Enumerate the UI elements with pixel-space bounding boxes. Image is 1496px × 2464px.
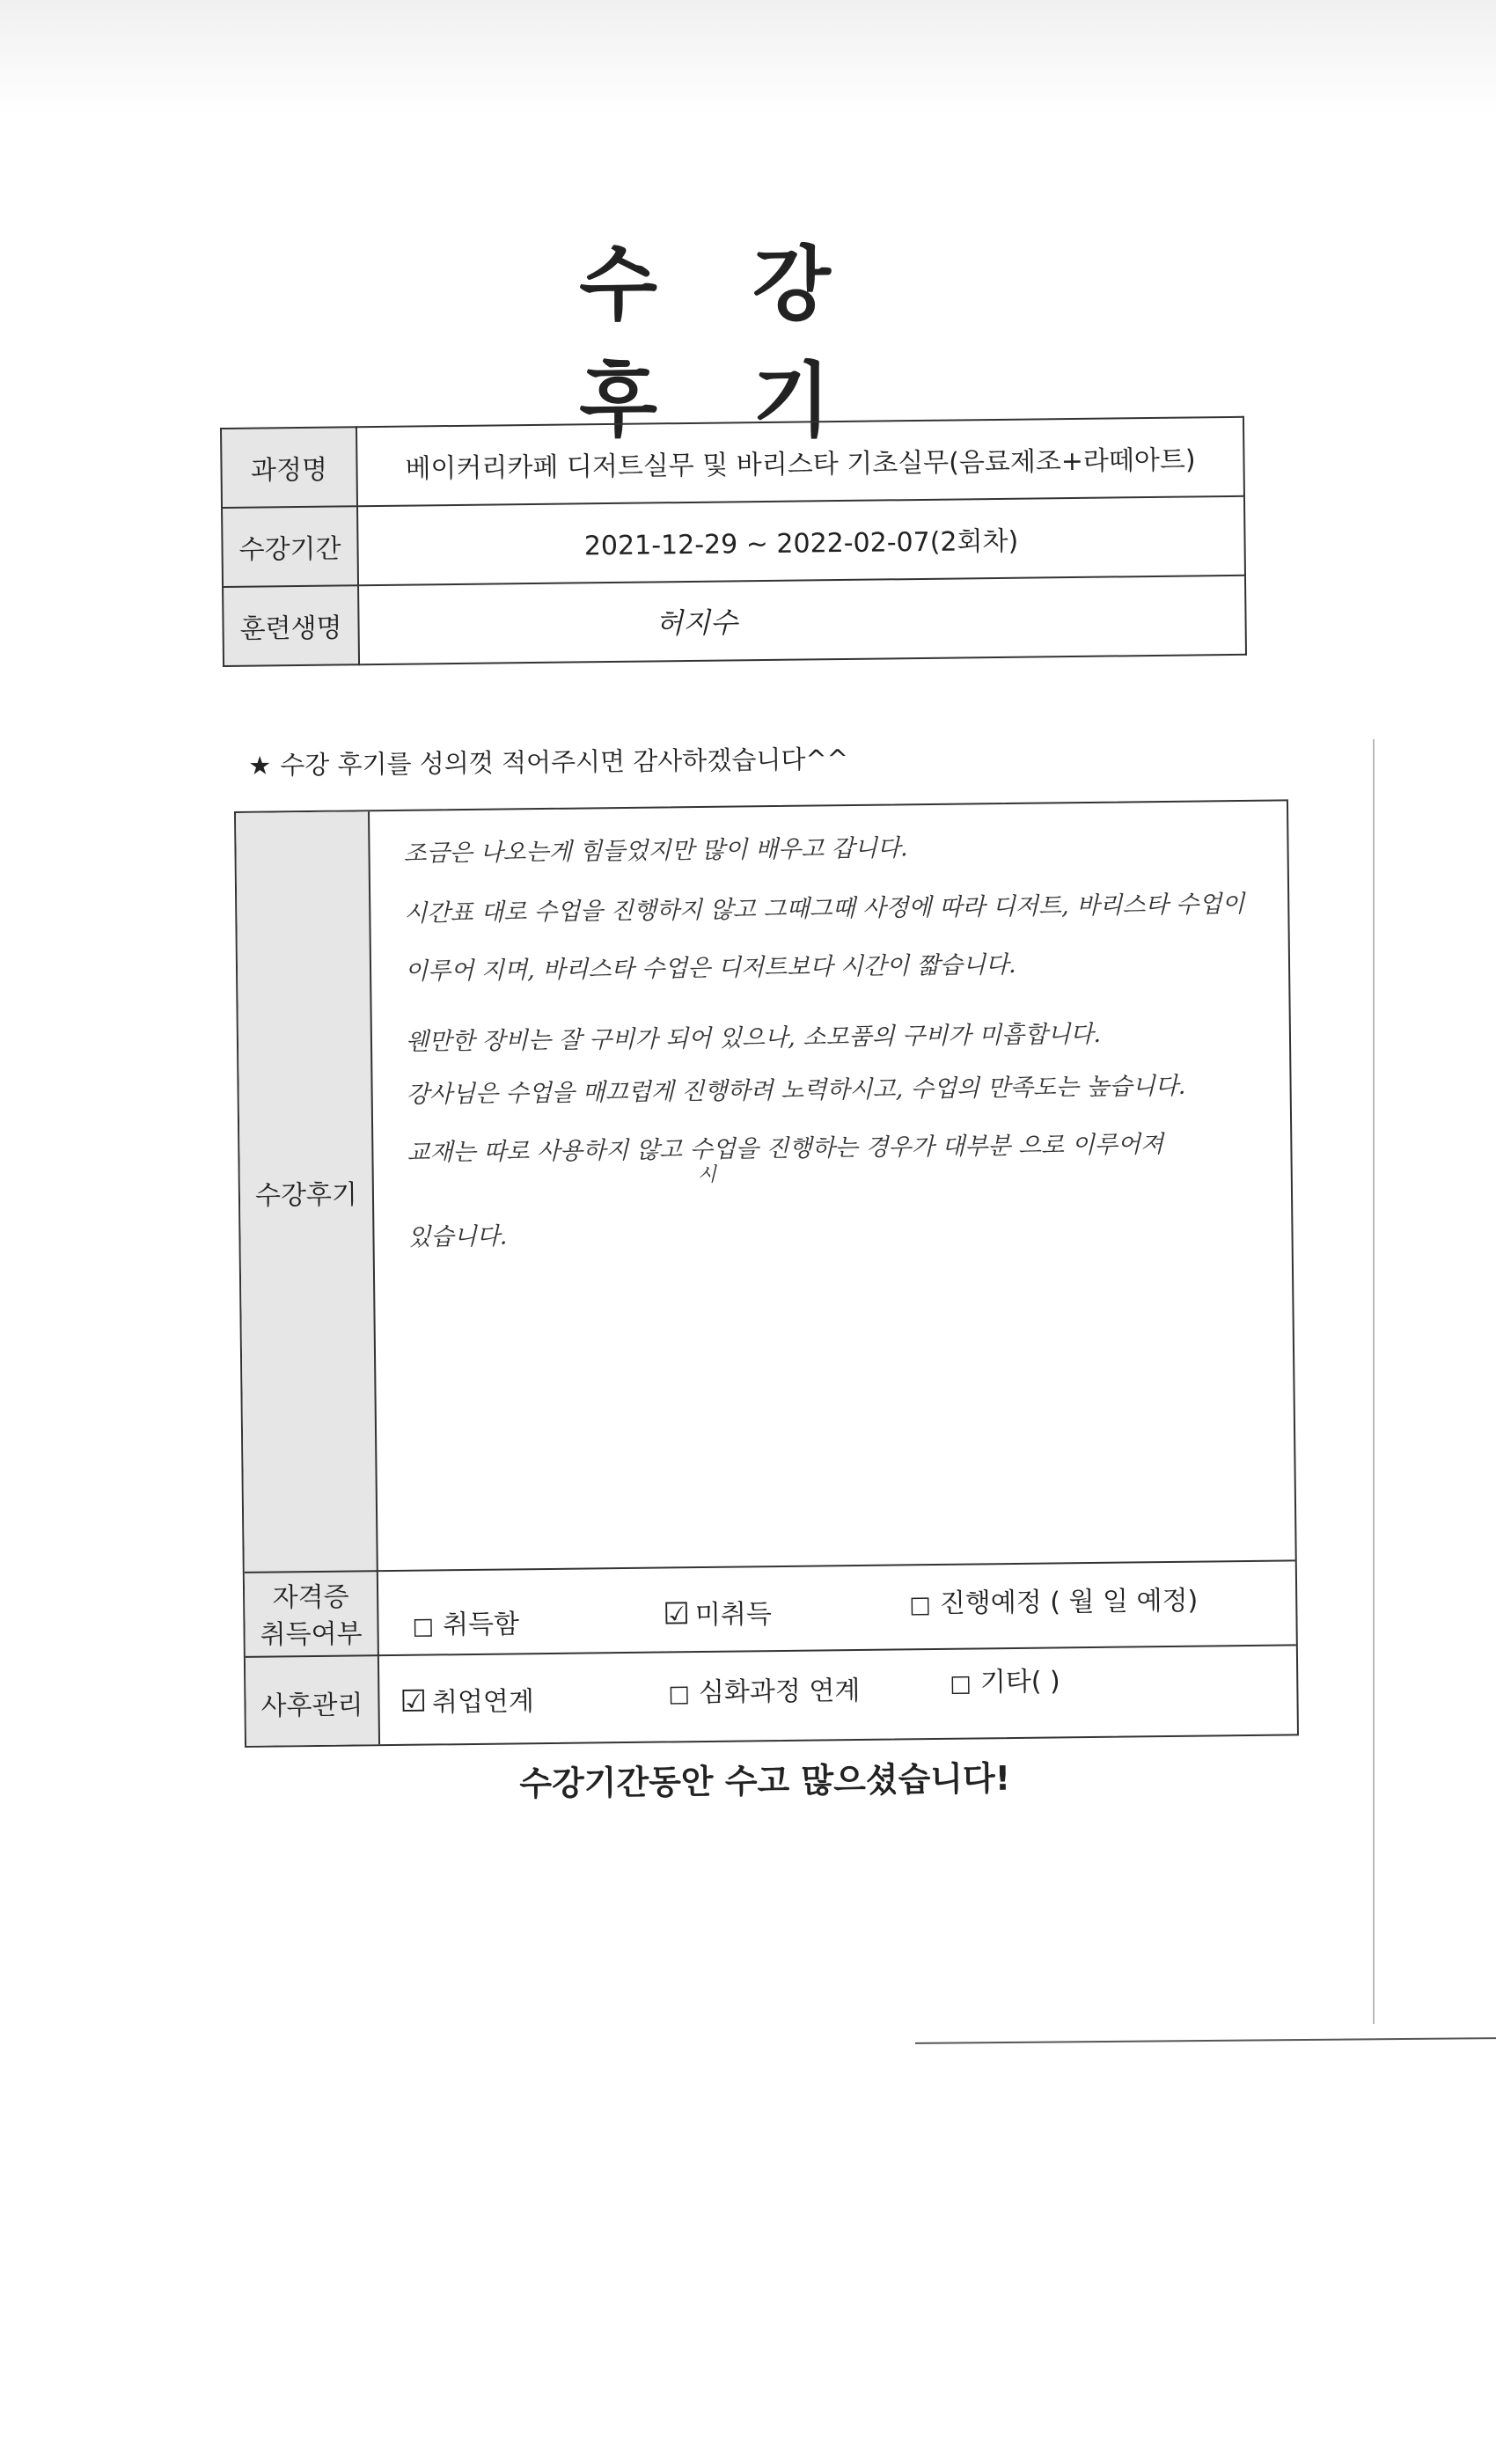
certificate-option-label: 진행예정 ( 월 일 예정) — [939, 1585, 1199, 1619]
certificate-option-not-acquired[interactable] — [663, 1592, 772, 1632]
trainee-row — [223, 576, 1246, 666]
course-info-table — [220, 416, 1247, 667]
course-label: 과정명 — [221, 427, 357, 508]
notice-text — [248, 739, 848, 782]
checkbox-icon: □ — [950, 1670, 972, 1698]
aftercare-option-employment[interactable] — [400, 1679, 534, 1720]
course-row — [221, 417, 1244, 508]
period-value: 2021-12-29 ~ 2022-02-07(2회차) — [357, 496, 1245, 585]
checkmark-icon: ☑ — [663, 1596, 691, 1632]
period-row — [222, 496, 1245, 587]
review-line-5: 강사님은 수업을 매끄럽게 진행하려 노력하시고, 수업의 만족도는 높습니다. — [406, 1072, 1186, 1109]
checkbox-icon: □ — [412, 1613, 435, 1640]
divider — [246, 1644, 1296, 1658]
review-line-3: 이루어 지며, 바리스타 수업은 디저트보다 시간이 짧습니다. — [404, 950, 1016, 986]
review-label: 수강후기 — [254, 1179, 358, 1212]
course-value: 베이커리카페 디저트실무 및 바리스타 기초실무(음료제조+라떼아트) — [356, 417, 1244, 506]
divider — [245, 1559, 1295, 1573]
aftercare-option-label: 심화과정 연계 — [698, 1675, 861, 1709]
aftercare-option-advanced[interactable] — [668, 1668, 860, 1709]
notice-message: 수강 후기를 성의껏 적어주시면 감사하겠습니다^^ — [280, 744, 849, 781]
review-line-2: 시간표 대로 수업을 진행하지 않고 그때그때 사정에 따라 디저트, 바리스타 수업이 — [404, 890, 1245, 928]
scan-edge — [1373, 739, 1375, 2024]
checkbox-icon: □ — [909, 1592, 932, 1619]
trainee-value-cell — [358, 576, 1246, 664]
certificate-option-label: 취득함 — [442, 1609, 520, 1641]
footer-message: 수강기간동안 수고 많으셨습니다! — [519, 1758, 1011, 1803]
review-line-7: 있습니다. — [407, 1222, 508, 1251]
checkmark-icon: ☑ — [400, 1683, 428, 1720]
review-line-4: 웬만한 장비는 잘 구비가 되어 있으나, 소모품의 구비가 미흡합니다. — [405, 1020, 1102, 1056]
page-title: 수 강 후 기 — [579, 238, 864, 448]
review-line-6: 교재는 따로 사용하지 않고 수업을 진행하는 경우가 대부분 으로 이루어져 — [407, 1131, 1164, 1167]
review-table — [234, 799, 1299, 1748]
period-label: 수강기간 — [222, 506, 358, 587]
label-column — [236, 811, 380, 1746]
certificate-option-acquired[interactable] — [412, 1602, 519, 1641]
certificate-option-planned[interactable] — [909, 1579, 1198, 1621]
certificate-option-label: 미취득 — [694, 1599, 773, 1632]
scan-shadow — [0, 0, 1496, 114]
trainee-label: 훈련생명 — [223, 585, 359, 666]
star-icon: ★ — [248, 750, 272, 781]
trainee-signature: 허지수 — [655, 605, 738, 641]
certificate-label-line2: 취득여부 — [260, 1618, 363, 1651]
insert-mark: 시 — [697, 1163, 717, 1187]
aftercare-option-label: 기타( ) — [979, 1666, 1060, 1698]
aftercare-label: 사후관리 — [260, 1690, 363, 1722]
checkbox-icon: □ — [668, 1681, 691, 1708]
aftercare-option-other[interactable] — [950, 1659, 1060, 1698]
review-line-1: 조금은 나오는게 힘들었지만 많이 배우고 갑니다. — [403, 834, 908, 868]
certificate-label-line1: 자격증 — [272, 1581, 349, 1614]
aftercare-option-label: 취업연계 — [431, 1686, 535, 1719]
scan-edge-line — [915, 2037, 1496, 2044]
certificate-label — [245, 1579, 378, 1654]
